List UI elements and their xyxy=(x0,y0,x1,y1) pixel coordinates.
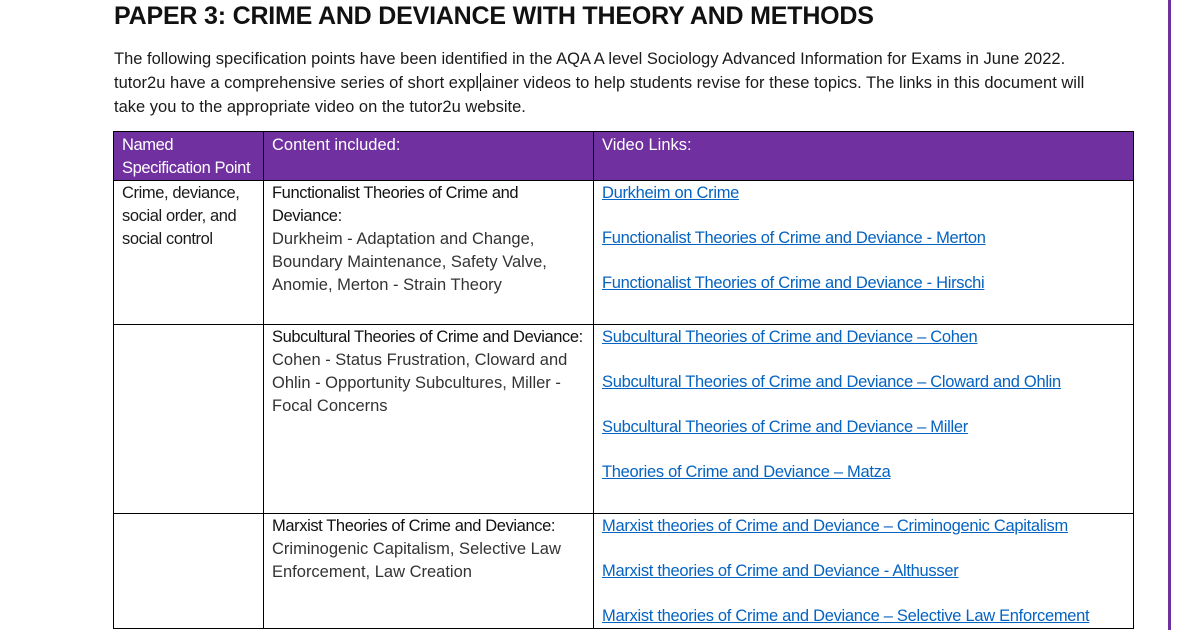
content-cell xyxy=(264,514,594,629)
video-link[interactable]: Theories of Crime and Deviance – Matza xyxy=(602,463,891,481)
header-named-spec-point: Named Specification Point xyxy=(114,132,264,181)
text-cursor xyxy=(480,73,481,91)
video-link[interactable]: Functionalist Theories of Crime and Deviance - Hirschi xyxy=(602,274,985,292)
video-links-cell xyxy=(594,325,1134,514)
intro-text-after-caret: ainer videos to help students revise for these topics. The links in this document will take you to the appropriate video on the tutor2u website. xyxy=(114,74,1085,116)
header-content-included: Content included: xyxy=(264,132,594,181)
content-heading: Subcultural Theories of Crime and Deviance: xyxy=(272,328,583,346)
video-link[interactable]: Marxist theories of Crime and Deviance – Criminogenic Capitalism xyxy=(602,517,1068,535)
video-links-cell xyxy=(594,181,1134,325)
content-cell xyxy=(264,181,594,325)
spec-point-cell xyxy=(114,514,264,629)
content-heading: Marxist Theories of Crime and Deviance: xyxy=(272,517,556,535)
table-row xyxy=(114,181,1134,325)
content-cell xyxy=(264,325,594,514)
content-heading: Functionalist Theories of Crime and Deviance: xyxy=(272,184,519,225)
video-link[interactable]: Durkheim on Crime xyxy=(602,184,740,202)
content-detail: Durkheim - Adaptation and Change, Boundary Maintenance, Safety Valve, Anomie, Merton - Strain Theory xyxy=(272,230,547,294)
specification-table xyxy=(113,131,1134,629)
video-link[interactable]: Subcultural Theories of Crime and Deviance – Cohen xyxy=(602,328,978,346)
table-row xyxy=(114,325,1134,514)
content-detail: Criminogenic Capitalism, Selective Law Enforcement, Law Creation xyxy=(272,540,561,581)
video-link[interactable]: Marxist theories of Crime and Deviance - Althusser xyxy=(602,562,959,580)
intro-paragraph xyxy=(114,47,1114,119)
video-link[interactable]: Marxist theories of Crime and Deviance – Selective Law Enforcement xyxy=(602,607,1090,625)
content-detail: Cohen - Status Frustration, Cloward and Ohlin - Opportunity Subcultures, Miller - Focal Concerns xyxy=(272,351,568,415)
page-title: PAPER 3: CRIME AND DEVIANCE WITH THEORY AND METHODS xyxy=(114,2,874,30)
header-video-links: Video Links: xyxy=(594,132,1134,181)
video-link[interactable]: Subcultural Theories of Crime and Deviance – Miller xyxy=(602,418,968,436)
video-links-cell xyxy=(594,514,1134,629)
table-header-row xyxy=(114,132,1134,181)
intro-text-before-caret: The following specification points have been identified in the AQA A level Sociology Advanced Information for Exams in June 2022. tutor2u have a comprehensive series of short expl xyxy=(114,50,1066,92)
video-link[interactable]: Subcultural Theories of Crime and Deviance – Cloward and Ohlin xyxy=(602,373,1061,391)
video-link[interactable]: Functionalist Theories of Crime and Deviance - Merton xyxy=(602,229,986,247)
table-row xyxy=(114,514,1134,629)
spec-point-cell xyxy=(114,325,264,514)
spec-point-cell: Crime, deviance, social order, and social control xyxy=(114,181,264,325)
